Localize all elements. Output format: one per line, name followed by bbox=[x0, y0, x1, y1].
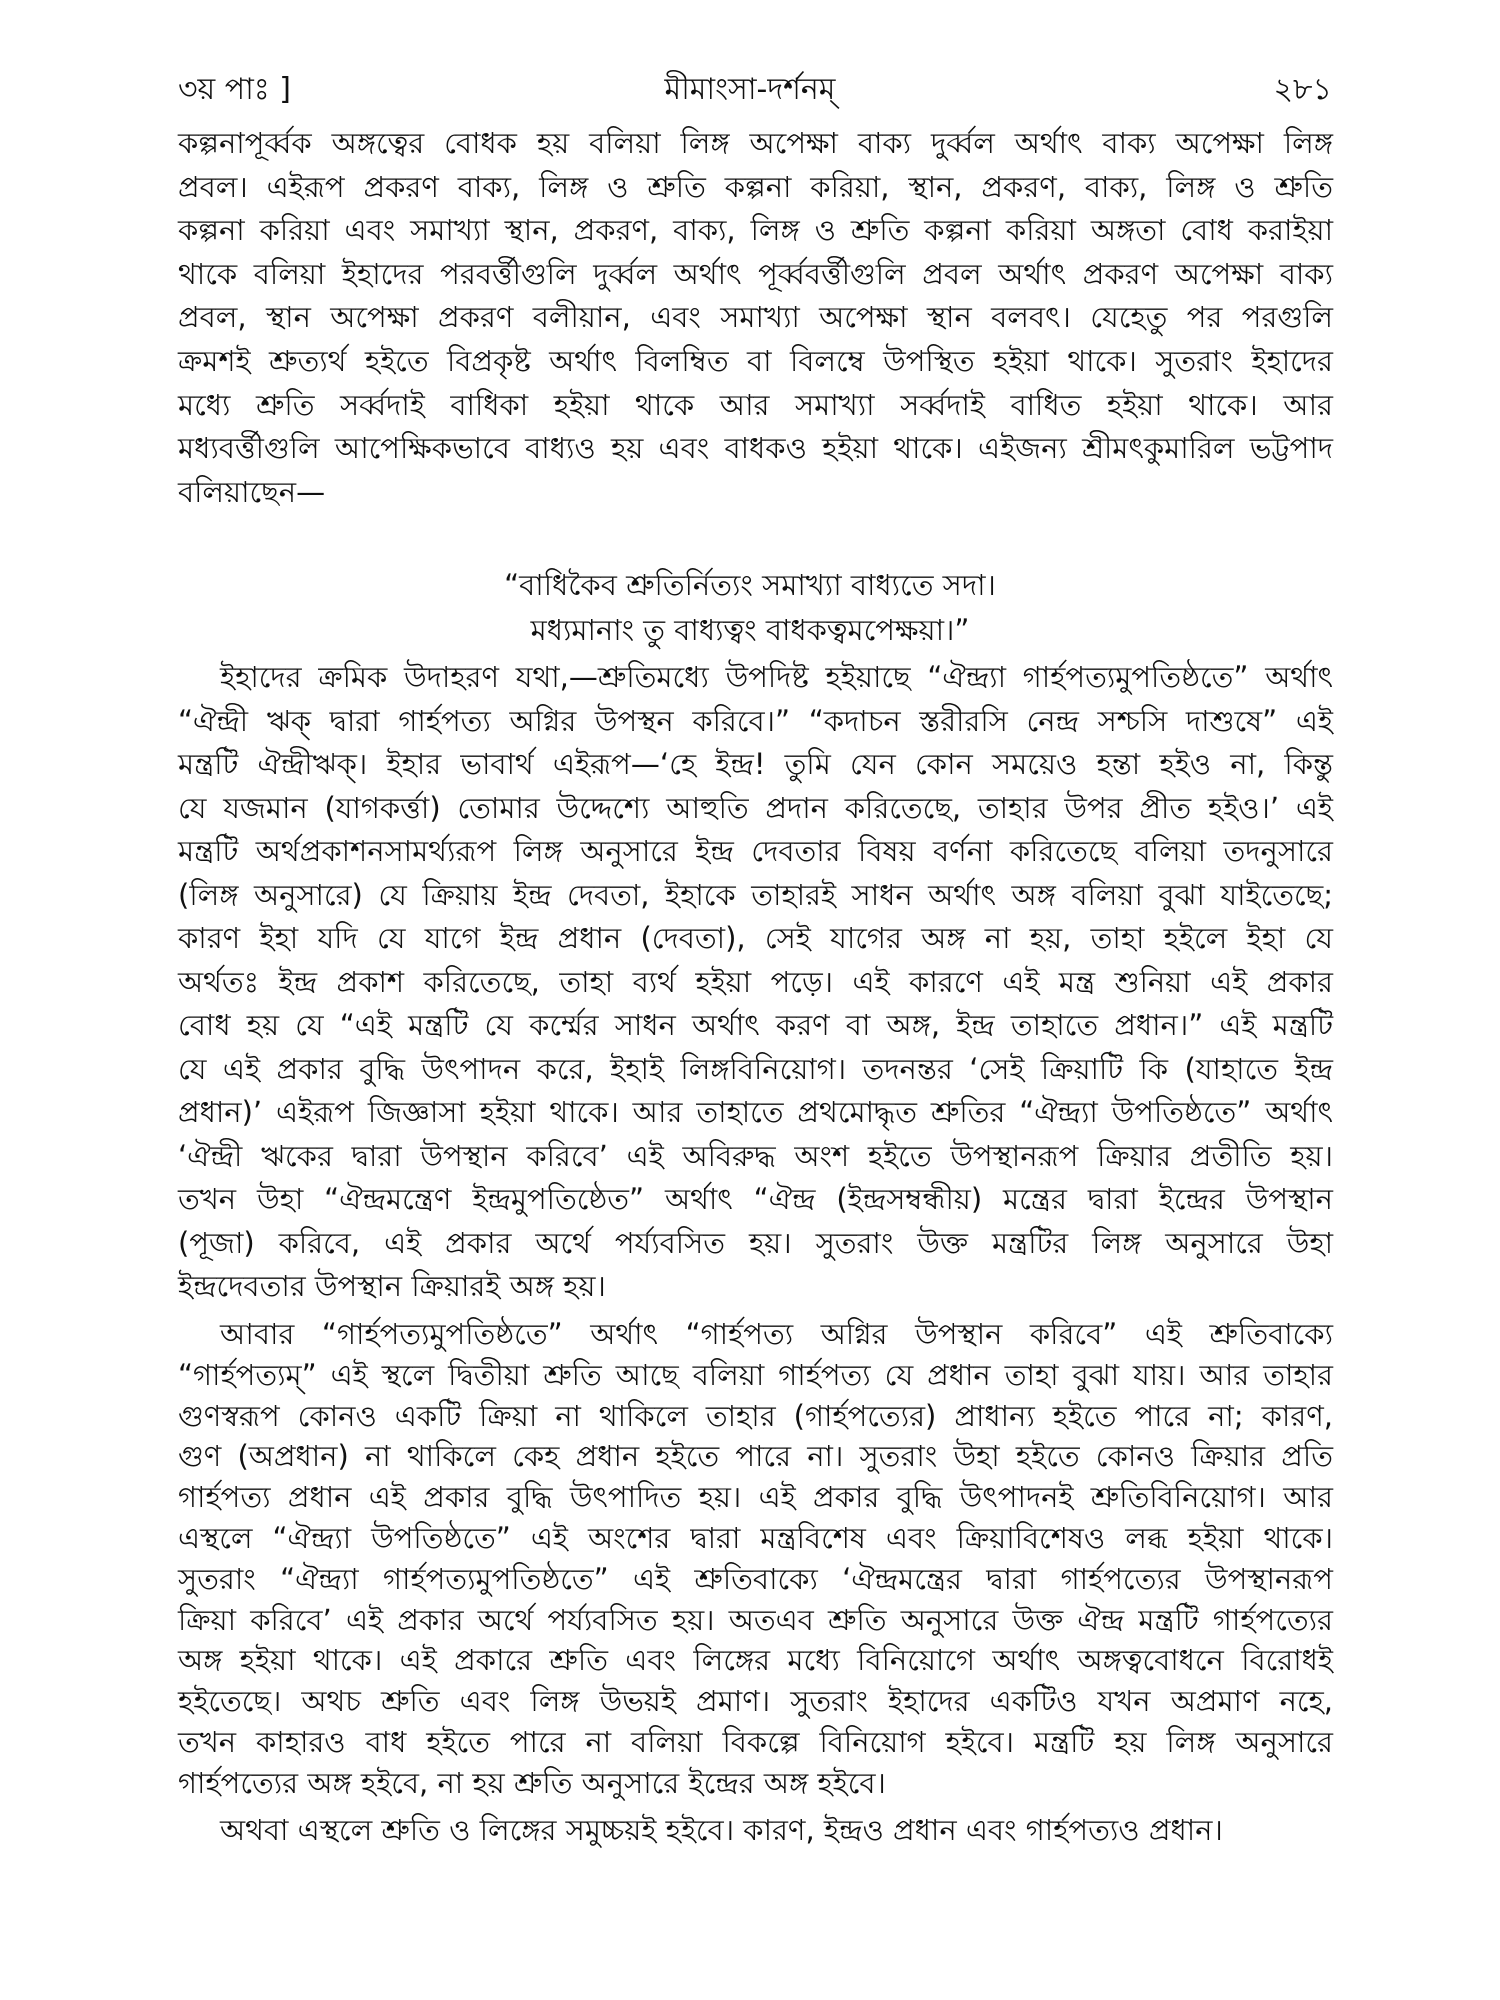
text-line: কারণ ইহা যদি যে যাগে ইন্দ্র প্রধান (দেবতা), সেই যাগের অঙ্গ না হয়, তাহা হইলে ইহা যে bbox=[178, 921, 1333, 955]
text-line: ইহাদের ক্রমিক উদাহরণ যথা,—শ্রুতিমধ্যে উপদিষ্ট হইয়াছে “ঐন্দ্র্যা গার্হপত্যমুপতিষ্ঠতে” অর্থাৎ bbox=[220, 660, 1333, 694]
text-line: গার্হপত্যের অঙ্গ হইবে, না হয় শ্রুতি অনুসারে ইন্দ্রের অঙ্গ হইবে। bbox=[178, 1765, 886, 1800]
text-line: প্রবল, স্থান অপেক্ষা প্রকরণ বলীয়ান, এবং সমাখ্যা অপেক্ষা স্থান বলবৎ। যেহেতু পর পরগুলি bbox=[178, 300, 1333, 335]
text-line: সুতরাং “ঐন্দ্র্যা গার্হপত্যমুপতিষ্ঠতে” এই শ্রুতিবাক্যে ‘ঐন্দ্রমন্ত্রের দ্বারা গার্হপত্যের উপস্থানরূপ bbox=[178, 1561, 1333, 1596]
text-line: অর্থতঃ ইন্দ্র প্রকাশ করিতেছে, তাহা ব্যর্থ হইয়া পড়ে। এই কারণে এই মন্ত্র শুনিয়া এই প্রকার bbox=[178, 964, 1333, 999]
text-line: ক্রমশই শ্রুত্যর্থ হইতে বিপ্রকৃষ্ট অর্থাৎ বিলম্বিত বা বিলম্বে উপস্থিত হইয়া থাকে। সুতরাং ইহাদের bbox=[178, 343, 1333, 378]
text-line: মন্ত্রটি ঐন্দ্রীঋক্। ইহার ভাবার্থ এইরূপ—‘হে ইন্দ্র! তুমি যেন কোন সময়েও হন্তা হইও না, কিন্তু bbox=[178, 747, 1333, 781]
text-line: থাকে বলিয়া ইহাদের পরবর্ত্তীগুলি দুর্ব্বল অর্থাৎ পূর্ব্ববর্ত্তীগুলি প্রবল অর্থাৎ প্রকরণ অপেক্ষা বাক্য bbox=[178, 256, 1333, 291]
text-line: হইতেছে। অথচ শ্রুতি এবং লিঙ্গ উভয়ই প্রমাণ। সুতরাং ইহাদের একটিও যখন অপ্রমাণ নহে, bbox=[178, 1684, 1333, 1719]
text-line: ইন্দ্রদেবতার উপস্থান ক্রিয়ারই অঙ্গ হয়। bbox=[178, 1269, 606, 1303]
text-line: কল্পনাপূর্ব্বক অঙ্গত্বের বোধক হয় বলিয়া লিঙ্গ অপেক্ষা বাক্য দুর্ব্বল অর্থাৎ বাক্য অপেক্ষা লিঙ্গ bbox=[178, 126, 1333, 160]
text-line: এস্থলে “ঐন্দ্র্যা উপতিষ্ঠতে” এই অংশের দ্বারা মন্ত্রবিশেষ এবং ক্রিয়াবিশেষও লব্ধ হইয়া থাকে। bbox=[178, 1520, 1333, 1555]
chapter-marker: ৩য় পাঃ ] bbox=[178, 72, 292, 107]
text-line: মধ্যমানাং তু বাধ্যত্বং বাধকত্বমপেক্ষয়া।” bbox=[530, 613, 970, 647]
text-line: যে এই প্রকার বুদ্ধি উৎপাদন করে, ইহাই লিঙ্গবিনিয়োগ। তদনন্তর ‘সেই ক্রিয়াটি কি (যাহাতে ইন্দ্র bbox=[178, 1051, 1333, 1086]
text-line: “বাধিকৈব শ্রুতির্নিত্যং সমাখ্যা বাধ্যতে সদা। bbox=[504, 568, 996, 602]
running-title: মীমাংসা-দর্শনম্ bbox=[664, 72, 836, 107]
text-line: মধ্যবর্ত্তীগুলি আপেক্ষিকভাবে বাধ্যও হয় এবং বাধকও হইয়া থাকে। এইজন্য শ্রীমৎকুমারিল ভট্টপাদ bbox=[178, 431, 1333, 466]
verse-quote bbox=[0, 563, 1500, 653]
paragraph-1 bbox=[178, 122, 1333, 514]
paragraph-3 bbox=[178, 1314, 1333, 1804]
text-line: গুণ (অপ্রধান) না থাকিলে কেহ প্রধান হইতে পারে না। সুতরাং উহা হইতে কোনও ক্রিয়ার প্রতি bbox=[178, 1439, 1333, 1474]
text-line: আবার “গার্হপত্যমুপতিষ্ঠতে” অর্থাৎ “গার্হপত্য অগ্নির উপস্থান করিবে” এই শ্রুতিবাক্যে bbox=[220, 1317, 1333, 1351]
text-line: যে যজমান (যাগকর্ত্তা) তোমার উদ্দেশ্যে আহুতি প্রদান করিতেছে, তাহার উপর প্রীত হইও।’ এই bbox=[178, 790, 1333, 825]
text-line: ক্রিয়া করিবে’ এই প্রকার অর্থে পর্য্যবসিত হয়। অতএব শ্রুতি অনুসারে উক্ত ঐন্দ্র মন্ত্রটি গার্হপত্যের bbox=[178, 1602, 1333, 1637]
page-number: ২৮১ bbox=[1273, 72, 1332, 107]
text-line: বোধ হয় যে “এই মন্ত্রটি যে কর্ম্মের সাধন অর্থাৎ করণ বা অঙ্গ, ইন্দ্র তাহাতে প্রধান।” এই মন্ত্রটি bbox=[178, 1008, 1333, 1042]
text-line: ‘ঐন্দ্রী ঋকের দ্বারা উপস্থান করিবে’ এই অবিরুদ্ধ অংশ হইতে উপস্থানরূপ ক্রিয়ার প্রতীতি হয়। bbox=[178, 1138, 1333, 1173]
text-line: (পূজা) করিবে, এই প্রকার অর্থে পর্য্যবসিত হয়। সুতরাং উক্ত মন্ত্রটির লিঙ্গ অনুসারে উহা bbox=[178, 1225, 1333, 1260]
text-line: গার্হপত্য প্রধান এই প্রকার বুদ্ধি উৎপাদিত হয়। এই প্রকার বুদ্ধি উৎপাদনই শ্রুতিবিনিয়োগ। আর bbox=[178, 1480, 1333, 1515]
text-line: তখন কাহারও বাধ হইতে পারে না বলিয়া বিকল্পে বিনিয়োগ হইবে। মন্ত্রটি হয় লিঙ্গ অনুসারে bbox=[178, 1724, 1333, 1759]
text-line: গুণস্বরূপ কোনও একটি ক্রিয়া না থাকিলে তাহার (গার্হপত্যের) প্রাধান্য হইতে পারে না; কারণ, bbox=[178, 1398, 1333, 1433]
text-line: প্রবল। এইরূপ প্রকরণ বাক্য, লিঙ্গ ও শ্রুতি কল্পনা করিয়া, স্থান, প্রকরণ, বাক্য, লিঙ্গ ও শ্রুতি bbox=[178, 169, 1333, 204]
text-line: তখন উহা “ঐন্দ্রমন্ত্রেণ ইন্দ্রমুপতিষ্ঠেত” অর্থাৎ “ঐন্দ্র (ইন্দ্রসম্বন্ধীয়) মন্ত্রের দ্বারা ইন্দ্রের উপস্থান bbox=[178, 1182, 1333, 1216]
paragraph-2 bbox=[178, 656, 1333, 1309]
text-line: অঙ্গ হইয়া থাকে। এই প্রকারে শ্রুতি এবং লিঙ্গের মধ্যে বিনিয়োগে অর্থাৎ অঙ্গত্ববোধনে বিরোধই bbox=[178, 1643, 1333, 1678]
text-line: (লিঙ্গ অনুসারে) যে ক্রিয়ায় ইন্দ্র দেবতা, ইহাকে তাহারই সাধন অর্থাৎ অঙ্গ বলিয়া বুঝা যাইতেছে; bbox=[178, 877, 1333, 912]
text-line: “গার্হপত্যম্” এই স্থলে দ্বিতীয়া শ্রুতি আছে বলিয়া গার্হপত্য যে প্রধান তাহা বুঝা যায়। আর তাহার bbox=[178, 1357, 1333, 1392]
text-line: প্রধান)’ এইরূপ জিজ্ঞাসা হইয়া থাকে। আর তাহাতে প্রথমোদ্ধৃত শ্রুতির “ঐন্দ্র্যা উপতিষ্ঠতে” অর্থাৎ bbox=[178, 1095, 1333, 1129]
paragraph-4 bbox=[178, 1809, 1333, 1851]
text-line: বলিয়াছেন— bbox=[178, 474, 326, 509]
text-line: মন্ত্রটি অর্থপ্রকাশনসামর্থ্যরূপ লিঙ্গ অনুসারে ইন্দ্র দেবতার বিষয় বর্ণনা করিতেছে বলিয়া তদনুসারে bbox=[178, 834, 1333, 868]
text-line: “ঐন্দ্রী ঋক্ দ্বারা গার্হপত্য অগ্নির উপস্থন করিবে।” “কদাচন স্তরীরসি নেন্দ্র সশ্চসি দাশুষে” এই bbox=[178, 703, 1333, 738]
text-line: কল্পনা করিয়া এবং সমাখ্যা স্থান, প্রকরণ, বাক্য, লিঙ্গ ও শ্রুতি কল্পনা করিয়া অঙ্গতা বোধ করাইয়া bbox=[178, 213, 1333, 248]
text-line: মধ্যে শ্রুতি সর্ব্বদাই বাধিকা হইয়া থাকে আর সমাখ্যা সর্ব্বদাই বাধিত হইয়া থাকে। আর bbox=[178, 387, 1333, 422]
text-line: অথবা এস্থলে শ্রুতি ও লিঙ্গের সমুচ্চয়ই হইবে। কারণ, ইন্দ্রও প্রধান এবং গার্হপত্যও প্রধান। bbox=[220, 1813, 1223, 1847]
